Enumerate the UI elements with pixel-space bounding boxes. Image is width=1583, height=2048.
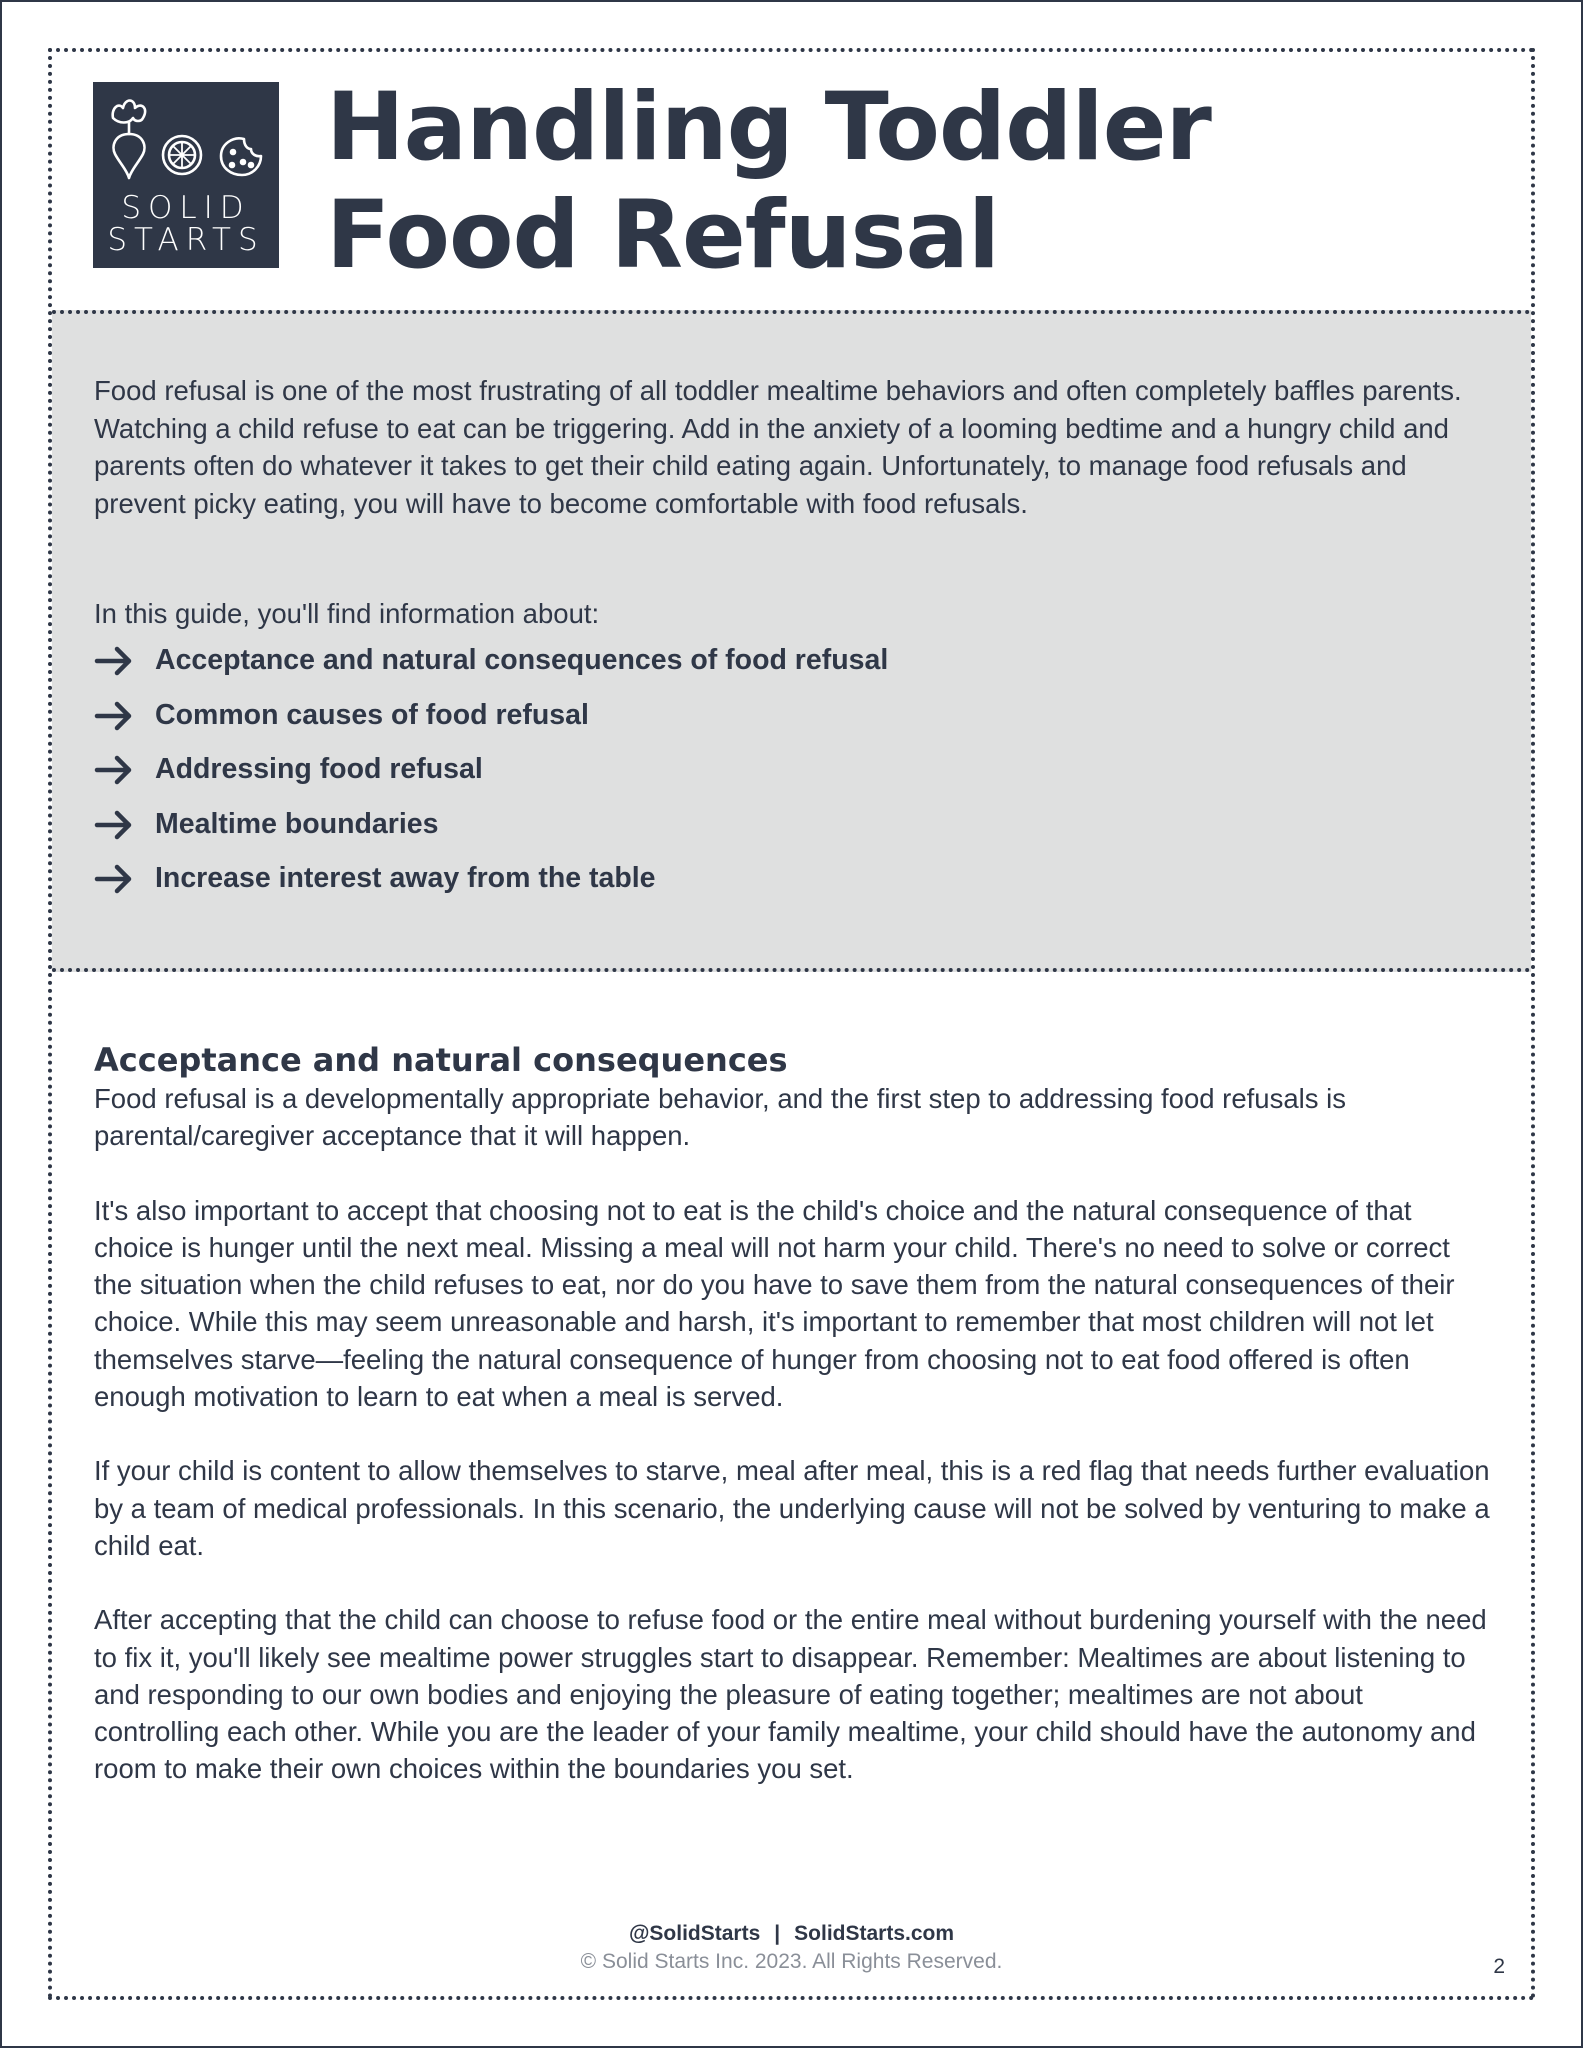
social-handle: @SolidStarts bbox=[628, 1922, 761, 1945]
website-link[interactable]: SolidStarts.com bbox=[794, 1922, 955, 1945]
header bbox=[52, 52, 1531, 306]
page-title bbox=[326, 74, 1211, 290]
guide-lead: In this guide, you'll find information about: bbox=[94, 598, 600, 629]
logo-word-solid: SOLID bbox=[121, 190, 251, 226]
arrow-right-icon bbox=[94, 646, 134, 676]
acceptance-section bbox=[94, 1040, 1494, 1825]
solid-starts-logo bbox=[93, 82, 279, 268]
footer-separator: | bbox=[774, 1922, 781, 1945]
title-line-2: Food Refusal bbox=[326, 181, 1000, 290]
footer-links bbox=[52, 1920, 1531, 1948]
arrow-right-icon bbox=[94, 755, 134, 785]
body-paragraph: Food refusal is a developmentally appropriate behavior, and the first step to addressing food refusals is parental/caregiver acceptance that it will happen. bbox=[94, 1083, 1346, 1152]
topic-label: Addressing food refusal bbox=[155, 753, 483, 785]
topic-label: Common causes of food refusal bbox=[155, 698, 589, 731]
intro-paragraph: Food refusal is one of the most frustrating of all toddler mealtime behaviors and often completely baffles parents. Watching a child refuse to eat can be triggering. Add in the anxiety of a looming bedtime and a hungry child and parents often do whatever it takes to get their child eating again. Unfortunately, to manage food refusals and prevent picky eating, you will have to become comfortable with food refusals. bbox=[94, 375, 1462, 519]
topic-label: Increase interest away from the table bbox=[155, 862, 656, 894]
title-line-1: Handling Toddler bbox=[326, 73, 1211, 182]
page-number: 2 bbox=[1493, 1955, 1505, 1978]
food-icons-logo-graphic bbox=[93, 82, 279, 192]
arrow-right-icon bbox=[94, 701, 134, 731]
intro-panel bbox=[52, 310, 1531, 972]
body-paragraph: If your child is content to allow themselves to starve, meal after meal, this is a red flag that needs further evaluation by a team of medical professionals. In this scenario, the underlying cause will not be solved by venturing to make a child eat. bbox=[94, 1455, 1490, 1561]
body-paragraph: It's also important to accept that choosing not to eat is the child's choice and the natural consequence of that choice is hunger until the next meal. Missing a meal will not harm your child. There's no need to solve or correct the situation when the child refuses to eat, nor do you have to save them from the natural consequences of their choice. While this may seem unreasonable and harsh, it's important to remember that most children will not let themselves starve—feeling the natural consequence of hunger from choosing not to eat food offered is often enough motivation to learn to eat when a meal is served. bbox=[94, 1194, 1455, 1413]
copyright: © Solid Starts Inc. 2023. All Rights Reserved. bbox=[580, 1950, 1003, 1973]
logo-word-starts: STARTS bbox=[107, 222, 265, 258]
footer bbox=[52, 1920, 1531, 1976]
section-heading: Acceptance and natural consequences bbox=[94, 1041, 788, 1079]
body-paragraph: After accepting that the child can choose to refuse food or the entire meal without burdening yourself with the need to fix it, you'll likely see mealtime power struggles start to disappear. Remember: Mealtimes are about listening to and responding to our own bodies and enjoying the pleasure of eating together; mealtimes are not about controlling each other. While you are the leader of your family mealtime, your child should have the autonomy and room to make their own choices within the boundaries you set. bbox=[94, 1604, 1487, 1785]
topic-label: Mealtime boundaries bbox=[155, 807, 439, 840]
arrow-right-icon bbox=[94, 810, 134, 840]
arrow-right-icon bbox=[94, 864, 134, 894]
topic-label: Acceptance and natural consequences of food refusal bbox=[155, 644, 889, 676]
